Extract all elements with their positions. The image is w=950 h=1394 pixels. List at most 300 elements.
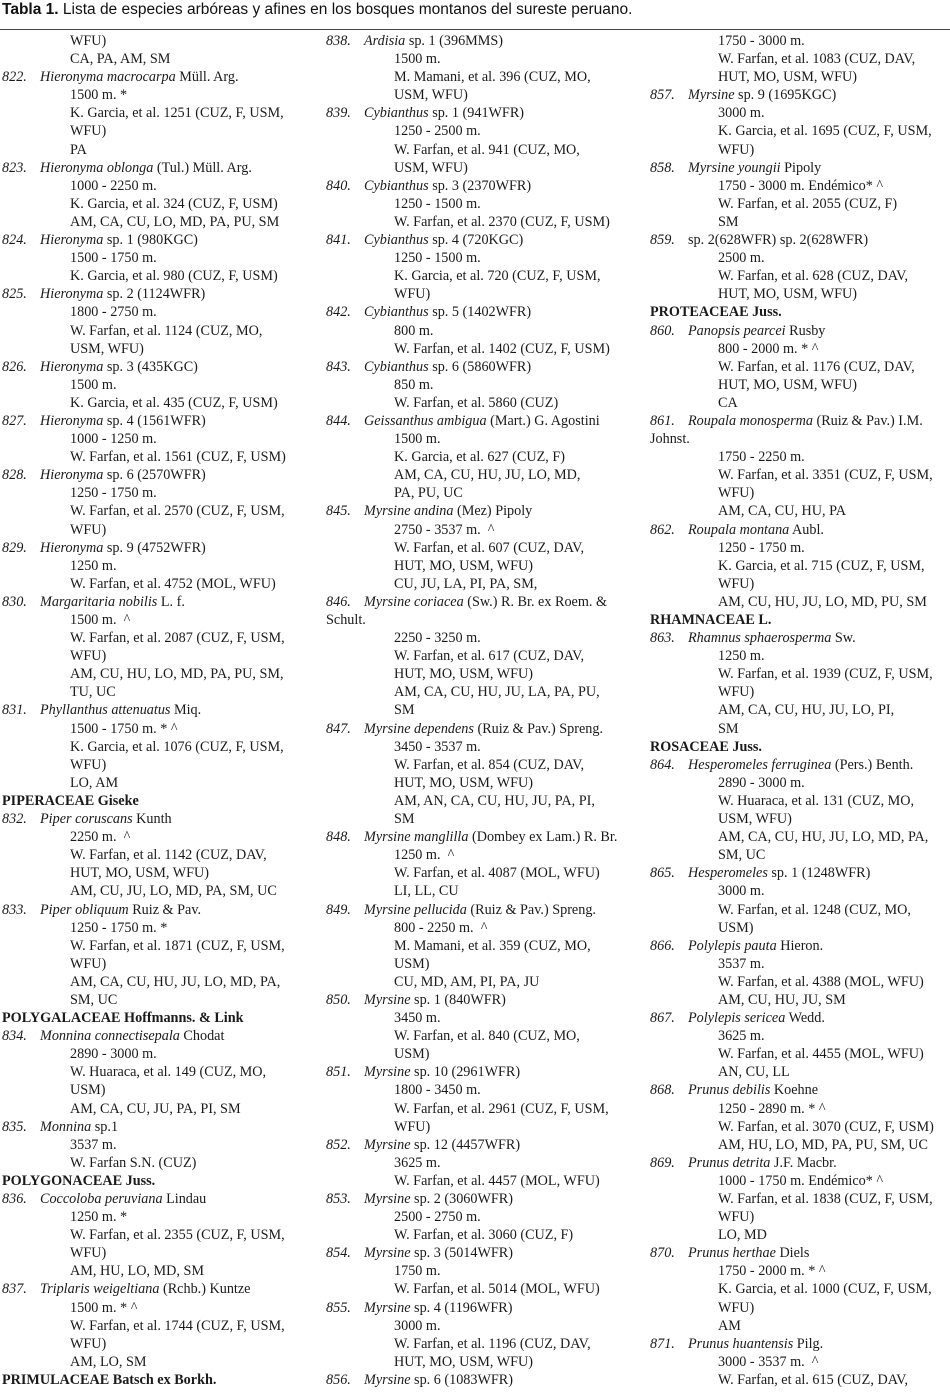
entry-detail: LO, MD [718,1227,767,1244]
species-entry [2,466,320,484]
species-entry [2,1118,320,1136]
entry-detail: 3537 m. [70,1136,117,1153]
species-author: (Rchb.) Kuntze [159,1281,251,1298]
entry-detail: AM, CU, JU, LO, MD, PA, SM, UC [70,883,277,900]
entry-detail: 1750 - 3000 m. Endémico* ^ [718,177,884,194]
entry-detail: W. Farfan, et al. 4087 (MOL, WFU) [394,865,600,882]
entry-detail: SM, UC [70,991,118,1008]
species-author: (Tul.) Müll. Arg. [153,159,252,176]
entry-number: 839. [326,105,351,122]
species-entry [650,1154,948,1172]
family-heading: PROTEACEAE Juss. [650,304,782,321]
entry-detail: WFU) [718,1299,755,1316]
entry-number: 863. [650,630,675,647]
species-name: Monnina [40,1118,92,1135]
table-caption-label: Tabla 1. [2,1,59,18]
species-name: Geissanthus ambigua [364,412,487,429]
entry-number: 871. [650,1335,675,1352]
entry-detail: 1250 m. [718,648,765,665]
entry-detail: 2500 m. [718,250,765,267]
entry-detail: 1500 - 1750 m. [70,250,157,267]
species-entry [650,159,948,177]
species-name: Hieronyma [40,539,104,556]
entry-detail: K. Garcia, et al. 627 (CUZ, F) [394,449,565,466]
entry-number: 831. [2,702,27,719]
species-author: Pilg. [793,1335,824,1352]
entry-detail: USM) [394,955,430,972]
entry-number: 862. [650,521,675,538]
entry-number: 842. [326,304,351,321]
species-author: Koehne [770,1082,819,1099]
species-entry [326,32,644,50]
entry-detail: 1500 m. * ^ [70,1299,138,1316]
family-heading: ROSACEAE Juss. [650,738,762,755]
entry-detail: W. Farfan, et al. 2570 (CUZ, F, USM, [70,503,285,520]
table-caption-text: Lista de especies arbóreas y afines en los bosques montanos del sureste peruano. [62,1,633,18]
species-entry [326,991,644,1009]
entry-detail: HUT, MO, USM, WFU) [718,69,857,86]
species-author: sp. 2(628WFR) sp. 2(628WFR) [688,232,869,249]
entry-detail: W. Farfan, et al. 3060 (CUZ, F) [394,1227,574,1244]
species-author: L. f. [157,593,185,610]
entry-detail: 1250 - 2500 m. [394,123,481,140]
entry-number: 823. [2,159,27,176]
species-name: Prunus huantensis [688,1335,794,1352]
entry-detail: M. Mamani, et al. 396 (CUZ, MO, [394,69,591,86]
author-continuation: Johnst. [650,431,690,448]
entry-number: 830. [2,593,27,610]
entry-detail: W. Farfan, et al. 1196 (CUZ, DAV, [394,1335,591,1352]
entry-detail: USM, WFU) [394,87,468,104]
species-name: Myrsine andina [364,503,454,520]
entry-detail: W. Huaraca, et al. 131 (CUZ, MO, [718,792,915,809]
species-entry [326,720,644,738]
entry-number: 858. [650,159,675,176]
species-author: Miq. [170,702,202,719]
species-author: sp. 3 (2370WFR) [428,177,532,194]
species-author: J.F. Macbr. [770,1154,837,1171]
species-author: sp. 1 (941WFR) [428,105,525,122]
entry-detail: 800 - 2000 m. * ^ [718,340,819,357]
entry-detail: USM, WFU) [70,340,144,357]
species-author: sp. 6 (5860WFR) [428,358,532,375]
entry-detail: W. Farfan, et al. 1402 (CUZ, F, USM) [394,340,610,357]
entry-number: 847. [326,720,351,737]
entry-detail: W. Farfan, et al. 1939 (CUZ, F, USM, [718,666,933,683]
entry-detail: W. Farfan, et al. 4388 (MOL, WFU) [718,973,924,990]
entry-number: 849. [326,901,351,918]
species-author: sp. 9 (1695KGC) [734,87,837,104]
entry-detail: 1250 - 1500 m. [394,195,481,212]
entry-detail: K. Garcia, et al. 720 (CUZ, F, USM, [394,268,601,285]
species-author: (Ruiz & Pav.) Spreng. [466,901,596,918]
species-entry [2,1280,320,1298]
entry-detail: AM, CA, CU, HU, JU, LO, MD, PA, [718,829,929,846]
entry-detail: WFU) [70,123,107,140]
species-entry [326,358,644,376]
species-entry [326,1371,644,1389]
species-entry [2,412,320,430]
entry-number: 834. [2,1028,27,1045]
entry-number: 860. [650,322,675,339]
species-entry [2,539,320,557]
entry-number: 843. [326,358,351,375]
entry-detail: CA, PA, AM, SM [70,51,171,68]
species-author: sp. 4 (720KGC) [428,232,524,249]
species-name: Prunus debilis [688,1082,771,1099]
entry-detail: W. Farfan, et al. 1176 (CUZ, DAV, [718,358,915,375]
entry-detail: 1000 - 1250 m. [70,431,157,448]
species-entry [2,159,320,177]
species-author: sp. 6 (1083WFR) [410,1371,513,1388]
species-name: Cybianthus [364,358,429,375]
entry-detail: K. Garcia, et al. 324 (CUZ, F, USM) [70,195,278,212]
species-author: sp. 12 (4457WFR) [410,1136,521,1153]
entry-detail: W. Farfan, et al. 3070 (CUZ, F, USM) [718,1118,934,1135]
entry-detail: HUT, MO, USM, WFU) [394,1353,533,1370]
species-name: Myrsine [688,87,735,104]
family-heading: PRIMULACEAE Batsch ex Borkh. [2,1371,217,1388]
species-author: (Ruiz & Pav.) I.M. [812,412,923,429]
column-3 [650,32,948,1389]
entry-number: 824. [2,232,27,249]
entry-detail: HUT, MO, USM, WFU) [70,865,209,882]
entry-detail: 1500 m. [394,431,441,448]
species-name: Hieronyma oblonga [40,159,154,176]
entry-detail: W. Farfan S.N. (CUZ) [70,1154,197,1171]
entry-detail: HUT, MO, USM, WFU) [718,286,857,303]
entry-detail: AM, CA, CU, LO, MD, PA, PU, SM [70,213,280,230]
species-name: Coccoloba peruviana [40,1191,163,1207]
entry-detail: 1500 m. [394,51,441,68]
entry-detail: W. Farfan, et al. 2370 (CUZ, F, USM) [394,213,610,230]
entry-detail: 1500 m. * [70,87,128,104]
entry-number: 848. [326,829,351,846]
entry-detail: W. Farfan, et al. 1083 (CUZ, DAV, [718,51,916,68]
entry-number: 838. [326,33,351,49]
species-name: Myrsine [364,1245,411,1262]
species-name: Myrsine pellucida [364,901,467,918]
entry-detail: 3450 m. [394,1010,441,1027]
entry-number: 869. [650,1154,675,1171]
entry-detail: 3537 m. [718,955,765,972]
species-entry [650,864,948,882]
entry-number: 836. [2,1191,27,1207]
entry-detail: SM [718,720,739,737]
species-entry [650,1335,948,1353]
entry-detail: USM, WFU) [394,159,468,176]
entry-detail: 2750 - 3537 m. ^ [394,521,495,538]
entry-detail: HUT, MO, USM, WFU) [394,666,533,683]
entry-detail: W. Farfan, et al. 607 (CUZ, DAV, [394,539,585,556]
entry-detail: W. Farfan, et al. 2055 (CUZ, F) [718,195,898,212]
entry-number: 851. [326,1064,351,1081]
entry-detail: W. Farfan, et al. 2087 (CUZ, F, USM, [70,630,285,647]
entry-detail: PA [70,141,87,158]
species-author: (Pers.) Benth. [831,756,914,773]
entry-detail: 1250 m. [70,557,117,574]
entry-number: 840. [326,177,351,194]
entry-number: 853. [326,1191,351,1207]
species-name: Polylepis sericea [688,1010,786,1027]
entry-detail: CA [718,394,738,411]
species-entry [650,629,948,647]
entry-detail: WFU) [70,756,107,773]
species-entry [2,701,320,719]
entry-detail: 1250 - 1750 m. [718,539,805,556]
species-name: Hieronyma [40,286,104,303]
entry-detail: 1800 - 2750 m. [70,304,157,321]
species-entry [650,1081,948,1099]
species-entry [2,810,320,828]
species-name: Monnina connectisepala [40,1028,180,1045]
entry-number: 859. [650,232,675,249]
entry-detail: 1750 - 3000 m. [718,33,805,49]
entry-detail: W. Farfan, et al. 5014 (MOL, WFU) [394,1281,600,1298]
entry-detail: 1750 - 2250 m. [718,449,805,466]
entry-detail: W. Farfan, et al. 4752 (MOL, WFU) [70,575,276,592]
species-name: Myrsine youngii [688,159,781,176]
species-entry [326,1136,644,1154]
column-1 [2,32,320,1389]
species-author: Wedd. [785,1010,825,1027]
entry-detail: 2890 - 3000 m. [70,1046,157,1063]
entry-number: 870. [650,1245,675,1262]
entry-detail: WFU) [70,955,107,972]
species-entry [2,68,320,86]
entry-number: 864. [650,756,675,773]
entry-detail: K. Garcia, et al. 715 (CUZ, F, USM, [718,557,925,574]
entry-detail: 1000 - 1750 m. Endémico* ^ [718,1172,884,1189]
species-entry [2,593,320,611]
entry-detail: 3625 m. [394,1154,441,1171]
entry-detail: 1250 m. ^ [394,847,455,864]
species-entry [2,285,320,303]
species-name: Myrsine [364,991,411,1008]
entry-detail: W. Farfan, et al. 4457 (MOL, WFU) [394,1172,600,1189]
family-heading: PIPERACEAE Giseke [2,792,139,809]
entry-detail: AM, CU, HU, LO, MD, PA, PU, SM, [70,666,284,683]
species-author: (Mez) Pipoly [453,503,533,520]
entry-detail: W. Farfan, et al. 1124 (CUZ, MO, [70,322,263,339]
entry-detail: WFU) [70,521,107,538]
species-entry [2,358,320,376]
species-name: Hesperomeles [688,865,768,882]
entry-detail: LI, LL, CU [394,883,459,900]
species-entry [650,1244,948,1262]
entry-detail: W. Farfan, et al. 628 (CUZ, DAV, [718,268,909,285]
entry-detail: AM, CU, HU, JU, SM [718,991,846,1008]
species-name: Cybianthus [364,232,429,249]
entry-number: 865. [650,865,675,882]
species-author: Pipoly [780,159,822,176]
species-entry [326,828,644,846]
entry-detail: K. Garcia, et al. 1695 (CUZ, F, USM, [718,123,932,140]
entry-detail: W. Farfan, et al. 1744 (CUZ, F, USM, [70,1317,285,1334]
entry-detail: W. Farfan, et al. 615 (CUZ, DAV, [718,1371,909,1388]
species-name: Myrsine [364,1371,411,1388]
entry-detail: USM) [718,919,754,936]
entry-number: 828. [2,467,27,484]
entry-detail: 3000 m. [394,1317,441,1334]
entry-detail: W. Farfan, et al. 5860 (CUZ) [394,394,559,411]
entry-detail: 3000 m. [718,105,765,122]
column-2 [326,32,644,1389]
entry-number: 826. [2,358,27,375]
entry-number: 827. [2,412,27,429]
entry-number: 844. [326,412,351,429]
entry-detail: WFU) [718,684,755,701]
species-name: Ardisia [364,33,406,49]
entry-detail: USM) [394,1046,430,1063]
entry-number: 856. [326,1371,351,1388]
species-entry [650,231,948,249]
species-author: (Sw.) R. Br. ex Roem. & [463,593,608,610]
species-name: Triplaris weigeltiana [40,1281,160,1298]
entry-number: 866. [650,937,675,954]
family-heading: POLYGALACEAE Hoffmanns. & Link [2,1010,244,1027]
entry-number: 829. [2,539,27,556]
species-name: Piper obliquum [40,901,129,918]
species-name: Myrsine manglilla [364,829,469,846]
entry-detail: 1750 m. [394,1263,441,1280]
species-name: Hieronyma macrocarpa [40,69,176,86]
species-author: (Dombey ex Lam.) R. Br. [468,829,618,846]
entry-detail: 1250 - 2890 m. * ^ [718,1100,826,1117]
entry-number: 825. [2,286,27,303]
species-author: sp. 4 (1561WFR) [103,412,206,429]
species-entry [326,502,644,520]
entry-detail: W. Farfan, et al. 941 (CUZ, MO, [394,141,580,158]
entry-detail: CU, JU, LA, PI, PA, SM, [394,575,538,592]
species-name: Polylepis pauta [688,937,777,954]
species-entry [326,1244,644,1262]
table-caption [2,0,632,22]
species-author: sp. 2 (1124WFR) [103,286,206,303]
entry-detail: W. Farfan, et al. 854 (CUZ, DAV, [394,756,585,773]
entry-number: 835. [2,1118,27,1135]
species-entry [326,1063,644,1081]
entry-detail: K. Garcia, et al. 1076 (CUZ, F, USM, [70,738,284,755]
species-name: Piper coruscans [40,811,133,828]
species-entry [2,231,320,249]
species-author: Ruiz & Pav. [128,901,202,918]
entry-detail: USM, WFU) [718,811,792,828]
entry-detail: AM, CA, CU, HU, JU, LO, MD, [394,467,581,484]
entry-number: 868. [650,1082,675,1099]
entry-detail: WFU) [718,485,755,502]
entry-detail: 2250 - 3250 m. [394,630,481,647]
species-author: sp. 1 (980KGC) [103,232,198,249]
entry-detail: AN, CU, LL [718,1064,790,1081]
entry-number: 837. [2,1281,27,1298]
species-author: sp. 2 (3060WFR) [410,1191,513,1207]
entry-detail: W. Farfan, et al. 1248 (CUZ, MO, [718,901,911,918]
species-name: Hieronyma [40,412,104,429]
entry-detail: WFU) [394,1118,431,1135]
species-name: Cybianthus [364,177,429,194]
species-author: Müll. Arg. [175,69,239,86]
species-author: sp. 1 (1248WFR) [767,865,871,882]
species-name: Myrsine [364,1191,411,1207]
entry-detail: K. Garcia, et al. 1000 (CUZ, F, USM, [718,1281,932,1298]
entry-number: 855. [326,1299,351,1316]
entry-detail: AM, HU, LO, MD, SM [70,1263,205,1280]
entry-detail: AM, CA, CU, JU, PA, PI, SM [70,1100,241,1117]
entry-detail: HUT, MO, USM, WFU) [718,376,857,393]
entry-detail: AM, CA, CU, HU, PA [718,503,846,520]
entry-detail: 1500 m. ^ [70,612,131,628]
entry-number: 832. [2,811,27,828]
entry-detail: PA, PU, UC [394,485,463,502]
species-name: Rhamnus sphaerosperma [688,630,832,647]
entry-detail: WFU) [718,141,755,158]
species-author: sp. 4 (1196WFR) [410,1299,513,1316]
entry-detail: CU, MD, AM, PI, PA, JU [394,973,540,990]
entry-detail: AM, CA, CU, HU, JU, LA, PA, PU, [394,684,600,701]
entry-detail: 1800 - 3450 m. [394,1082,481,1099]
family-heading: POLYGONACEAE Juss. [2,1172,156,1189]
species-author: (Ruiz & Pav.) Spreng. [473,720,604,737]
species-author: Rusby [785,322,826,339]
entry-detail: AM, LO, SM [70,1353,147,1370]
family-heading: RHAMNACEAE L. [650,612,772,628]
entry-detail: HUT, MO, USM, WFU) [394,774,533,791]
species-name: Roupala monosperma [688,412,813,429]
entry-detail: SM [394,702,415,719]
entry-number: 822. [2,69,27,86]
species-author: Diels [775,1245,810,1262]
entry-detail: M. Mamani, et al. 359 (CUZ, MO, [394,937,591,954]
species-entry [650,412,948,430]
entry-detail: SM [394,811,415,828]
entry-detail: 1250 - 1750 m. * [70,919,168,936]
species-name: Phyllanthus attenuatus [40,702,171,719]
species-entry [650,86,948,104]
entry-number: 857. [650,87,675,104]
entry-detail: WFU) [70,1245,107,1262]
species-entry [650,1009,948,1027]
entry-detail: W. Farfan, et al. 617 (CUZ, DAV, [394,648,585,665]
species-author: Lindau [162,1191,207,1207]
entry-detail: SM, UC [718,847,766,864]
species-author: Aubl. [789,521,824,538]
entry-detail: W. Farfan, et al. 2355 (CUZ, F, USM, [70,1227,285,1244]
species-entry [2,901,320,919]
entry-detail: 1750 - 2000 m. * ^ [718,1263,826,1280]
entry-detail: AM, AN, CA, CU, HU, JU, PA, PI, [394,792,595,809]
entry-detail: W. Farfan, et al. 1838 (CUZ, F, USM, [718,1191,933,1207]
species-author: sp. 10 (2961WFR) [410,1064,521,1081]
entry-detail: WFU) [718,575,755,592]
species-entry [650,322,948,340]
species-entry [326,303,644,321]
author-continuation: Schult. [326,612,366,628]
entry-detail: W. Farfan, et al. 840 (CUZ, MO, [394,1028,580,1045]
species-author: sp. 9 (4752WFR) [103,539,206,556]
species-name: Myrsine coriacea [364,593,464,610]
species-entry [326,1299,644,1317]
entry-detail: WFU) [70,33,107,49]
species-name: Roupala montana [688,521,790,538]
species-name: Myrsine [364,1299,411,1316]
entry-detail: WFU) [394,286,431,303]
entry-detail: 3000 - 3537 m. ^ [718,1353,819,1370]
entry-detail: 2890 - 3000 m. [718,774,805,791]
entry-detail: WFU) [70,1335,107,1352]
species-author: Sw. [831,630,856,647]
entry-number: 854. [326,1245,351,1262]
